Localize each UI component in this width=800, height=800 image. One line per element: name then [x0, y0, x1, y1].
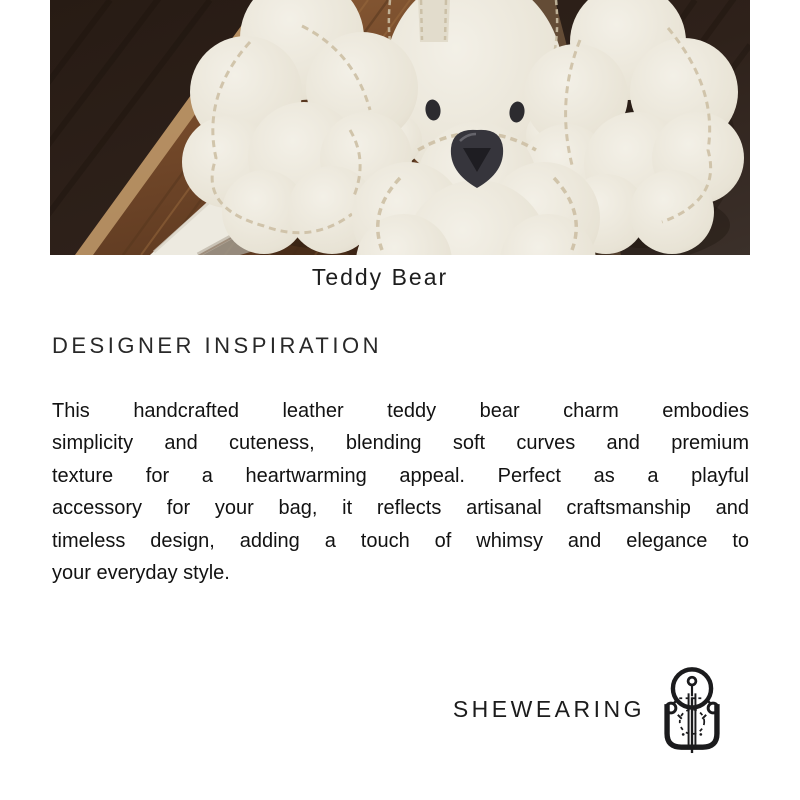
- photo-caption: Teddy Bear: [311, 264, 449, 290]
- paragraph-line: timeless design, adding a touch of whimsy and elegance to: [52, 529, 749, 552]
- section-heading: DESIGNER INSPIRATION: [52, 333, 382, 358]
- paragraph-line: your everyday style.: [52, 562, 230, 585]
- description-paragraph: [52, 395, 749, 589]
- paragraph-line: This handcrafted leather teddy bear charm embodies: [52, 400, 749, 422]
- brand-name: SHEWEARING: [452, 695, 645, 722]
- shewearing-emblem-icon: [662, 664, 722, 754]
- teddy-bear-charm-illustration: [50, 0, 750, 255]
- paragraph-line: simplicity and cuteness, blending soft curves and premium: [52, 432, 749, 455]
- paragraph-line: texture for a heartwarming appeal. Perfect as a playful: [52, 464, 749, 487]
- product-photo: [50, 0, 750, 255]
- brand-row: [453, 663, 722, 755]
- paragraph-line: accessory for your bag, it reflects artisanal craftsmanship and: [52, 497, 749, 520]
